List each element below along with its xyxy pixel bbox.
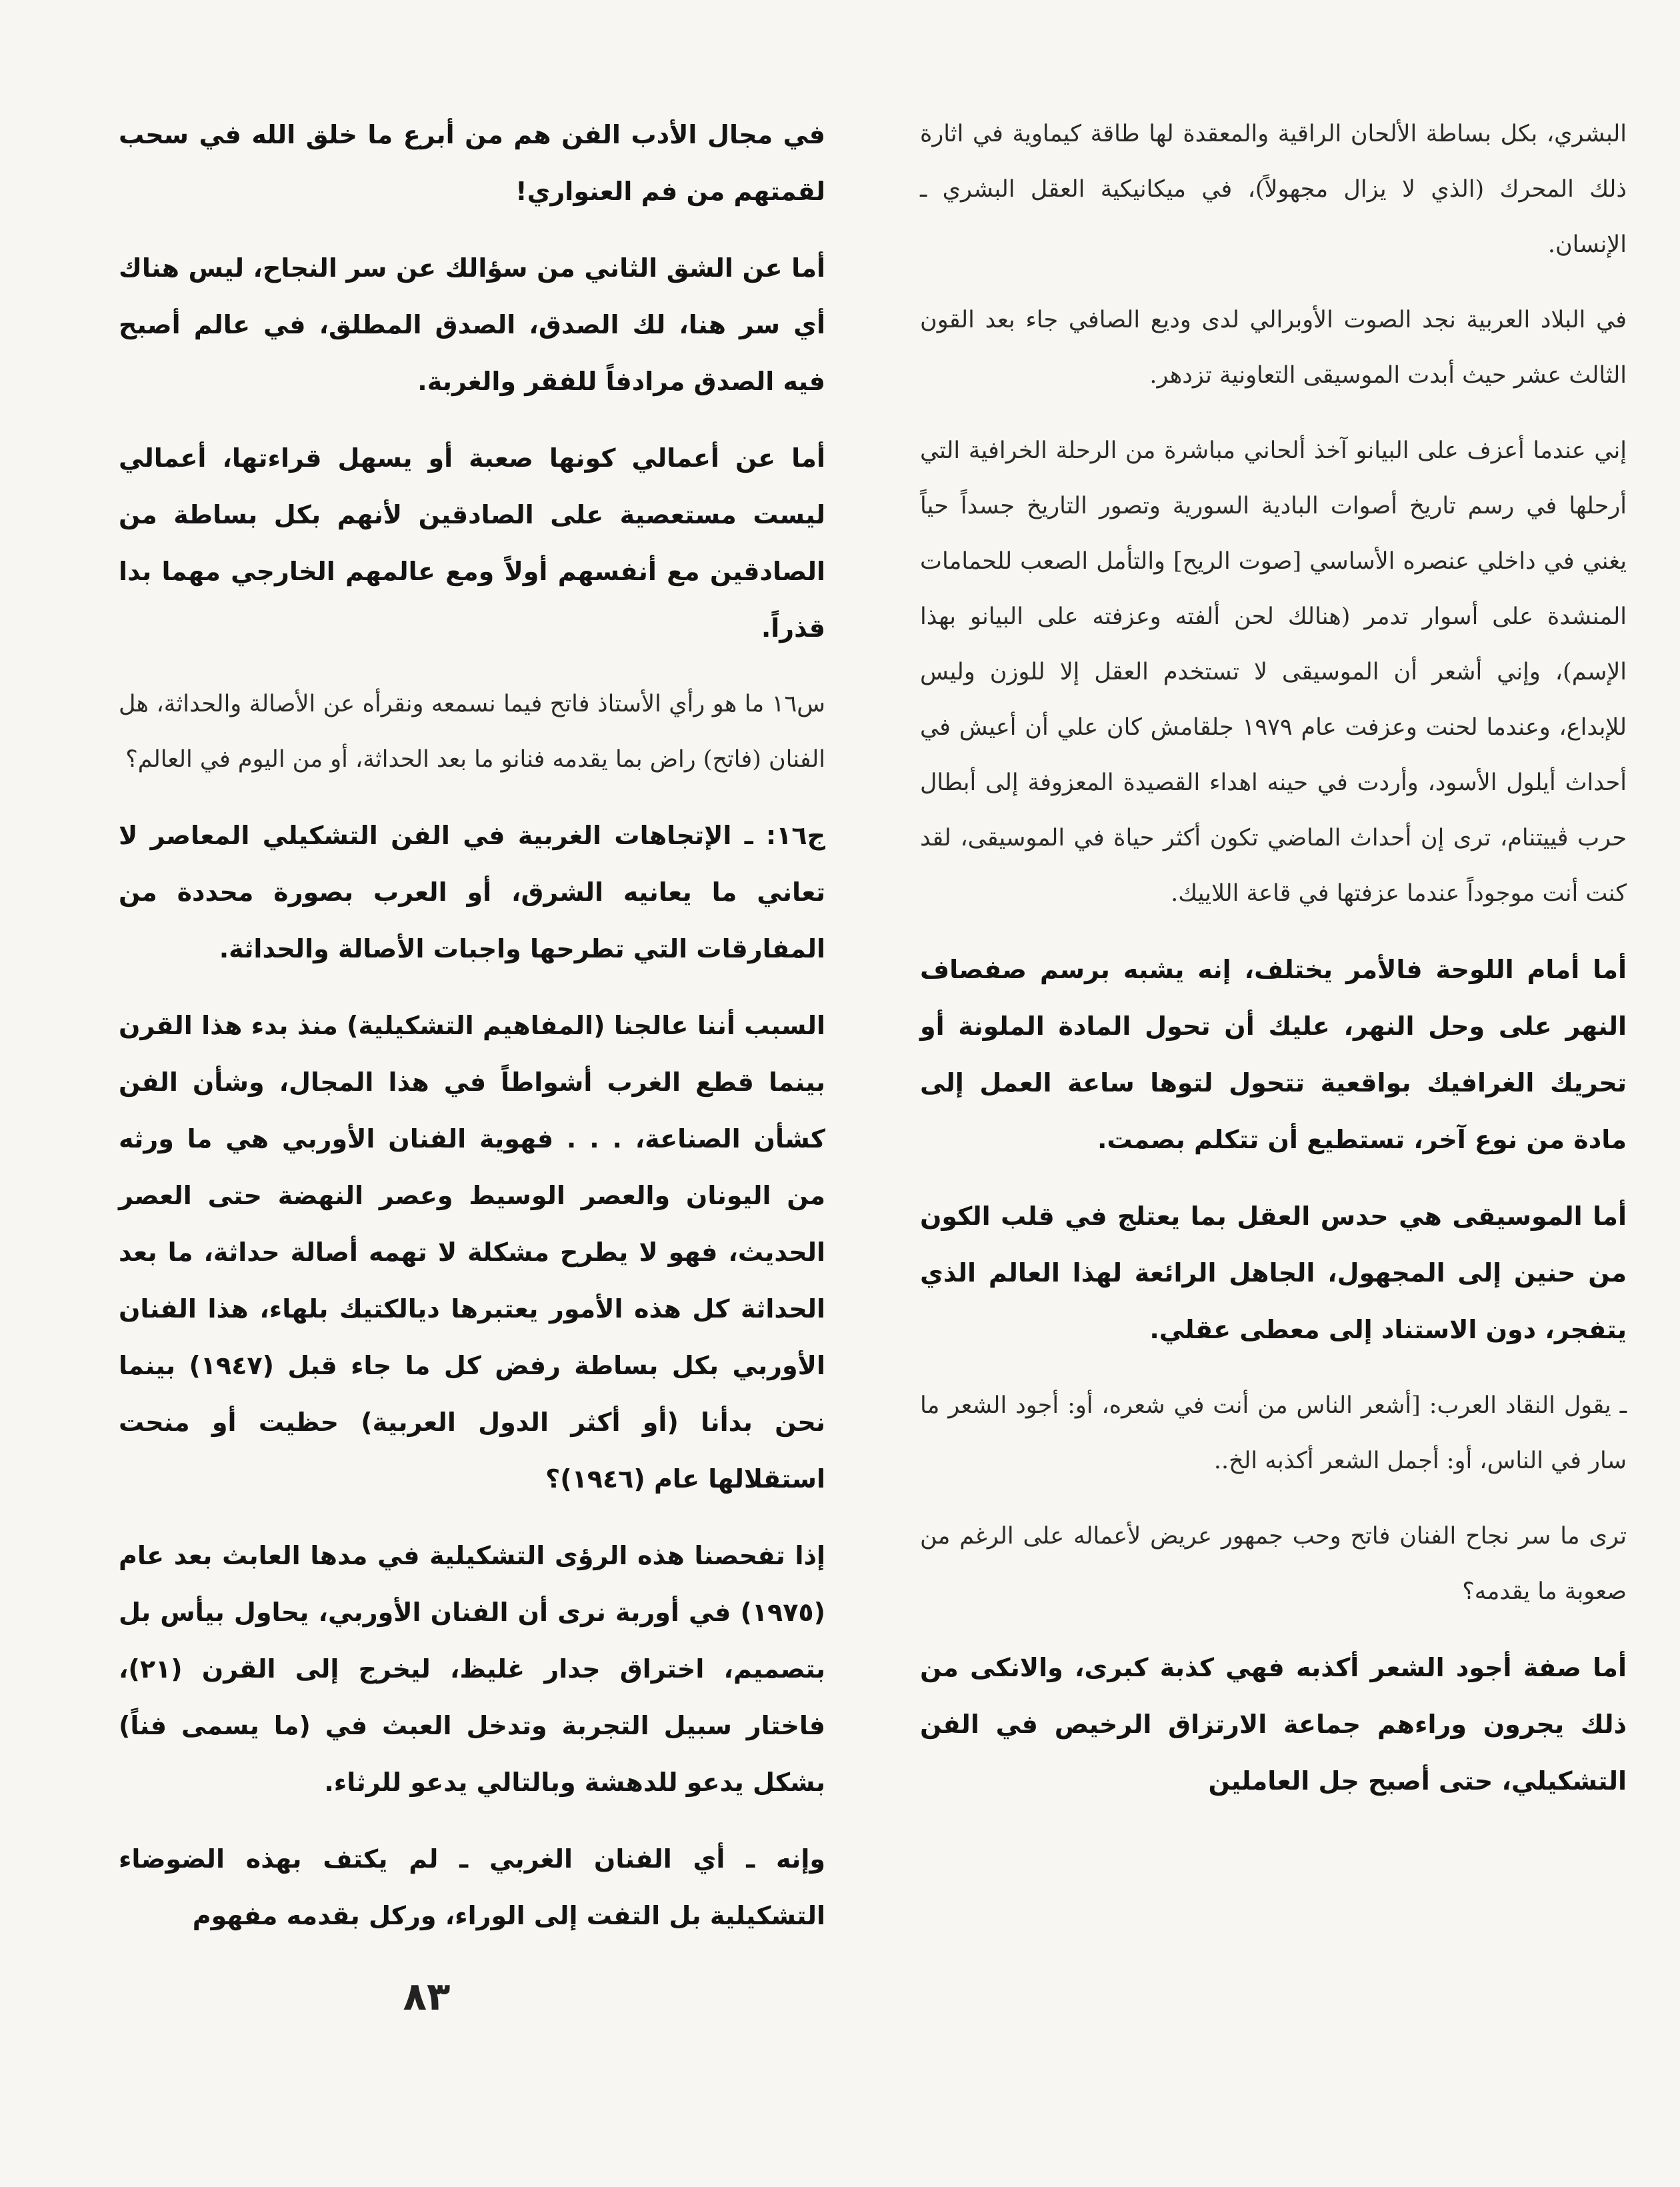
paragraph: أما أمام اللوحة فالأمر يختلف، إنه يشبه برسم صفصاف النهر على وحل النهر، عليك أن تحول المادة الملونة أو تحريك الغرافيك بواقعية تتحول لتوها ساعة العمل إلى مادة من نوع آخر، تستطيع أن تتكلم بصمت. [920,955,1627,1154]
paragraph: إني عندما أعزف على البيانو آخذ ألحاني مباشرة من الرحلة الخرافية التي أرحلها في رسم تاريخ أصوات البادية السورية وتصور التاريخ جسداً حياً يغني في داخلي عنصره الأساسي [صوت الريح] والتأمل الصعب للحمامات المنشدة على أسوار تدمر (هنالك لحن ألفته وعزفته على البيانو بهذا الإسم)، وإني أشعر أن الموسيقى لا تستخدم العقل إلا للوزن وليس للإبداع، وعندما لحنت وعزفت عام ١٩٧٩ جلقامش كان علي أن أعيش في أحداث أيلول الأسود، وأردت في حينه اهداء القصيدة المعزوفة إلى أبطال حرب ڤييتنام، ترى إن أحداث الماضي تكون أكثر حياة في الموسيقى، لقد كنت أنت موجوداً عندما عزفتها في قاعة اللاييك. [920,437,1627,907]
paragraph: في البلاد العربية نجد الصوت الأوبرالي لدى وديع الصافي جاء بعد القون الثالث عشر حيث أبدت الموسيقى التعاونية تزدهر. [920,307,1627,389]
paragraph: السبب أننا عالجنا (المفاهيم التشكيلية) منذ بدء هذا القرن بينما قطع الغرب أشواطاً في هذا المجال، وشأن الفن كشأن الصناعة، . . . فهوية الفنان الأوربي هي ما ورثه من اليونان والعصر الوسيط وعصر النهضة حتى العصر الحديث، فهو لا يطرح مشكلة لا تهمه أصالة حداثة، ما بعد الحداثة كل هذه الأمور يعتبرها ديالكتيك بلهاء، هذا الفنان الأوربي بكل بساطة رفض كل ما جاء قبل (١٩٤٧) بينما نحن بدأنا (أو أكثر الدول العربية) حظيت أو منحت استقلالها عام (١٩٤٦)؟ [119,1011,825,1494]
right-column [920,107,1627,1830]
page-number: ٨٣ [403,1974,451,2019]
paragraph: أما صفة أجود الشعر أكذبه فهي كذبة كبرى، والانكى من ذلك يجرون وراءهم جماعة الارتزاق الرخيص في الفن التشكيلي، حتى أصبح جل العاملين [920,1653,1627,1796]
paragraph: وإنه ـ أي الفنان الغربي ـ لم يكتف بهذه الضوضاء التشكيلية بل التفت إلى الوراء، وركل بقدمه مفهوم [119,1844,825,1930]
paragraph: ـ يقول النقاد العرب: [أشعر الناس من أنت في شعره، أو: أجود الشعر ما سار في الناس، أو: أجمل الشعر أكذبه الخ.. [920,1392,1627,1474]
paragraph: في مجال الأدب الفن هم من أبرع ما خلق الله في سحب لقمتهم من فم العنواري! [119,120,825,206]
paragraph: س١٦ ما هو رأي الأستاذ فاتح فيما نسمعه ونقرأه عن الأصالة والحداثة، هل الفنان (فاتح) راض بما يقدمه فنانو ما بعد الحداثة، أو من اليوم في العالم؟ [119,691,825,773]
paragraph: إذا تفحصنا هذه الرؤى التشكيلية في مدها العابث بعد عام (١٩٧٥) في أوربة نرى أن الفنان الأوربي، يحاول بيأس بل بتصميم، اختراق جدار غليظ، ليخرج إلى القرن (٢١)، فاختار سبيل التجربة وتدخل العبث في (ما يسمى فناً) بشكل يدعو للدهشة وبالتالي يدعو للرثاء. [119,1541,825,1797]
paragraph: البشري، بكل بساطة الألحان الراقية والمعقدة لها طاقة كيماوية في اثارة ذلك المحرك (الذي لا يزال مجهولاً)، في ميكانيكية العقل البشري ـ الإنسان. [920,121,1627,258]
paragraph: أما الموسيقى هي حدس العقل بما يعتلج في قلب الكون من حنين إلى المجهول، الجاهل الرائعة لهذا العالم الذي يتفجر، دون الاستناد إلى معطى عقلي. [920,1202,1627,1344]
paragraph: أما عن الشق الثاني من سؤالك عن سر النجاح، ليس هناك أي سر هنا، لك الصدق، الصدق المطلق، في عالم أصبح فيه الصدق مرادفاً للفقر والغربة. [119,253,825,396]
paragraph: ترى ما سر نجاح الفنان فاتح وحب جمهور عريض لأعماله على الرغم من صعوبة ما يقدمه؟ [920,1523,1627,1605]
left-column [119,107,825,1964]
paragraph: أما عن أعمالي كونها صعبة أو يسهل قراءتها، أعمالي ليست مستعصية على الصادقين لأنهم بكل بساطة من الصادقين مع أنفسهم أولاً ومع عالمهم الخارجي مهما بدا قذراً. [119,443,825,643]
paragraph: ج١٦: ـ الإتجاهات الغربية في الفن التشكيلي المعاصر لا تعاني ما يعانيه الشرق، أو العرب بصورة محددة من المفارقات التي تطرحها واجبات الأصالة والحداثة. [119,821,825,963]
